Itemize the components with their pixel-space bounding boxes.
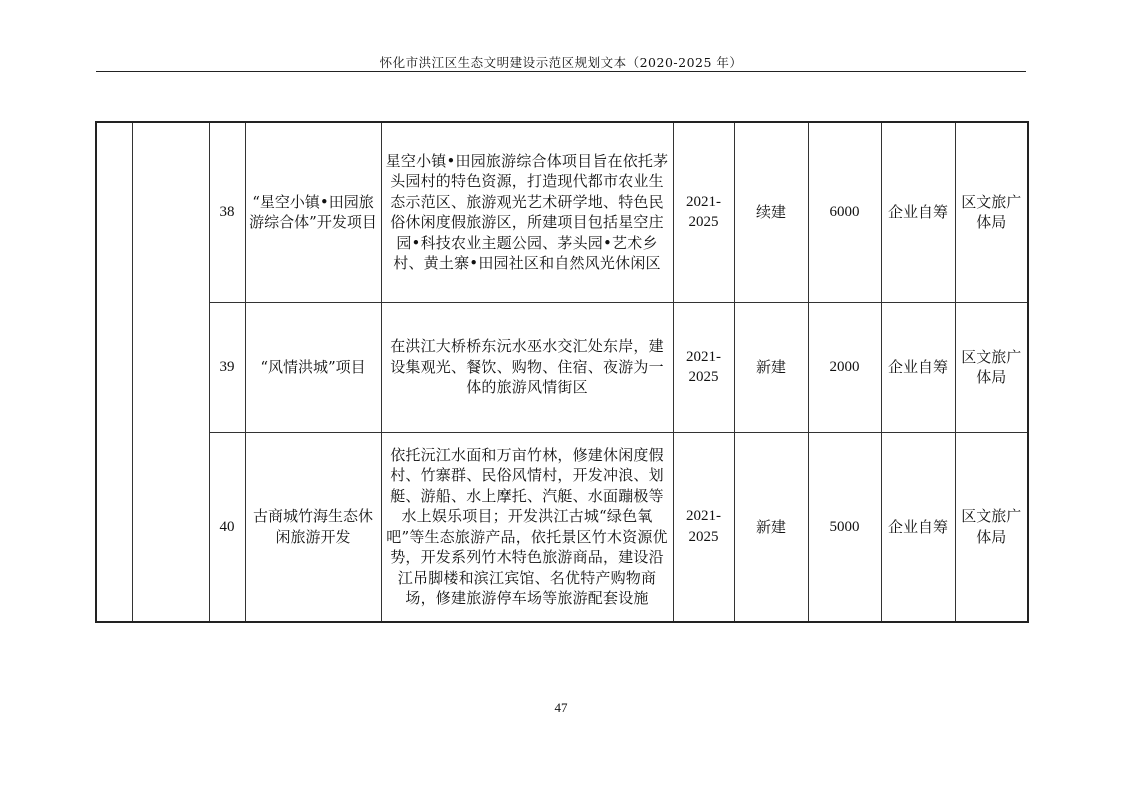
project-table xyxy=(95,121,1029,623)
page-number: 47 xyxy=(554,700,568,715)
project-number: 40 xyxy=(209,432,245,622)
project-description: 星空小镇•田园旅游综合体项目旨在依托茅头园村的特色资源，打造现代都市农业生态示范区、旅游观光艺术研学地、特色民俗休闲度假旅游区，所建项目包括星空庄园•科技农业主题公园、茅头园•艺术乡村、黄土寨•田园社区和自然风光休闲区 xyxy=(381,122,673,302)
project-period: 2021-2025 xyxy=(673,122,734,302)
project-investment: 5000 xyxy=(808,432,881,622)
table-row xyxy=(96,302,1028,432)
project-type: 新建 xyxy=(734,302,808,432)
table-row xyxy=(96,432,1028,622)
project-funding: 企业自筹 xyxy=(881,432,955,622)
project-name: 古商城竹海生态休闲旅游开发 xyxy=(245,432,381,622)
project-funding: 企业自筹 xyxy=(881,122,955,302)
header-divider xyxy=(96,71,1026,72)
project-investment: 6000 xyxy=(808,122,881,302)
project-number: 38 xyxy=(209,122,245,302)
page-header-title: 怀化市洪江区生态文明建设示范区规划文本（2020-2025 年） xyxy=(379,55,743,70)
project-period: 2021-2025 xyxy=(673,432,734,622)
project-name: “风情洪城”项目 xyxy=(245,302,381,432)
project-period: 2021-2025 xyxy=(673,302,734,432)
table-row xyxy=(96,122,1028,302)
project-investment: 2000 xyxy=(808,302,881,432)
project-type: 续建 xyxy=(734,122,808,302)
project-department: 区文旅广体局 xyxy=(955,302,1028,432)
project-description: 在洪江大桥桥东沅水巫水交汇处东岸，建设集观光、餐饮、购物、住宿、夜游为一体的旅游风情街区 xyxy=(381,302,673,432)
subcategory-cell xyxy=(132,122,209,622)
project-department: 区文旅广体局 xyxy=(955,122,1028,302)
project-name: “星空小镇•田园旅游综合体”开发项目 xyxy=(245,122,381,302)
project-number: 39 xyxy=(209,302,245,432)
project-funding: 企业自筹 xyxy=(881,302,955,432)
category-cell xyxy=(96,122,132,622)
project-type: 新建 xyxy=(734,432,808,622)
project-department: 区文旅广体局 xyxy=(955,432,1028,622)
project-description: 依托沅江水面和万亩竹林，修建休闲度假村、竹寨群、民俗风情村，开发冲浪、划艇、游船、水上摩托、汽艇、水面蹦极等水上娱乐项目；开发洪江古城“绿色氧吧”等生态旅游产品，依托景区竹木资源优势，开发系列竹木特色旅游商品，建设沿江吊脚楼和滨江宾馆、名优特产购物商场，修建旅游停车场等旅游配套设施 xyxy=(381,432,673,622)
